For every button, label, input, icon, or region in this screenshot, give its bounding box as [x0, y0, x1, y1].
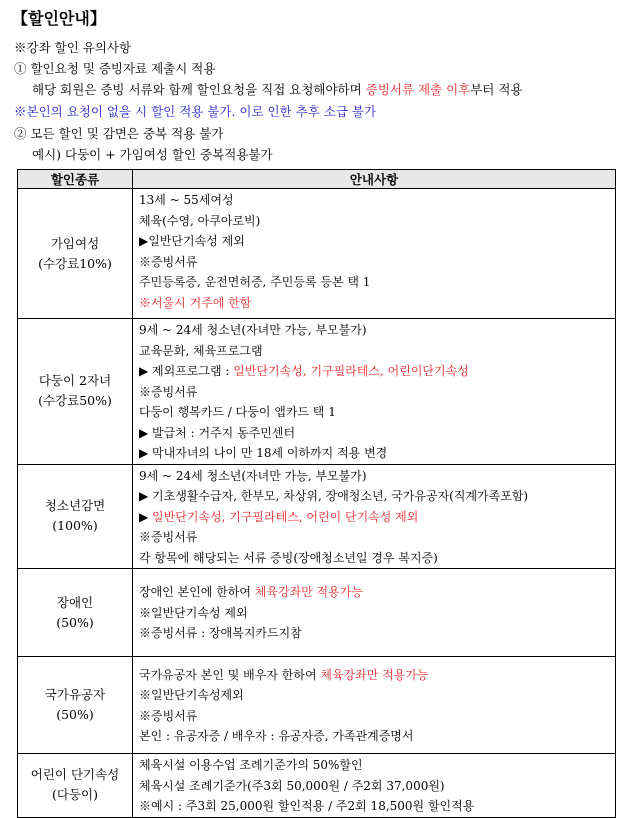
table-row: [18, 464, 616, 569]
info-line: 각 항목에 해당되는 서류 증빙(장애청소년일 경우 복지증): [139, 550, 438, 565]
info-line: ※증빙서류 : 장애복지카드지참: [139, 626, 302, 641]
info-line: [139, 665, 615, 686]
discount-name: 국가유공자: [44, 687, 106, 702]
discount-name: 가임여성: [50, 235, 100, 251]
discount-info-cell: [133, 569, 616, 657]
discount-name: 어린이 단기속성: [30, 767, 120, 783]
table-row: [18, 319, 616, 465]
discount-name: 다둥이 2자녀: [38, 373, 112, 389]
discount-rate: (50%): [56, 707, 94, 722]
info-line: 체육시설 이용수업 조례기준가의 50%할인: [139, 758, 363, 772]
discount-info-cell: [133, 657, 616, 754]
info-line-text: 장애인 본인에 한하여: [139, 585, 255, 600]
discount-type-cell: [18, 319, 133, 465]
info-line: [139, 582, 615, 603]
info-line: 9세 ~ 24세 청소년(자녀만 가능, 부모불가): [139, 468, 367, 483]
note-1-detail-tail: 부터 적용: [470, 82, 523, 97]
note-1-detail-highlight: 증빙서류 제출 이후: [365, 82, 471, 97]
page-title: 【할인안내】: [12, 9, 106, 28]
info-line: ※증빙서류: [139, 708, 198, 723]
info-line: 본인 : 유공자증 / 배우자 : 유공자증, 가족관계증명서: [139, 729, 414, 743]
discount-table: [17, 169, 616, 818]
info-line: ※증빙서류: [139, 254, 198, 269]
discount-type-cell: [18, 464, 133, 569]
discount-rate: (다둥이): [52, 787, 98, 803]
info-line: ※일반단기속성제외: [139, 688, 244, 702]
note-2: ② 모든 할인 및 감면은 중복 적용 불가: [14, 126, 224, 141]
info-line: ※일반단기속성 제외: [139, 605, 248, 620]
discount-info-cell: [133, 319, 616, 465]
discount-rate: (100%): [52, 518, 98, 534]
note-1: ① 할인요청 및 증빙자료 제출시 적용: [14, 61, 216, 76]
info-line: ※증빙서류: [139, 384, 198, 399]
discount-info-cell: [133, 464, 616, 569]
table-row: [18, 754, 616, 818]
discount-name: 청소년감면: [44, 498, 106, 514]
discount-type-cell: [18, 657, 133, 754]
discount-type-cell: [18, 189, 133, 319]
table-row: [18, 189, 616, 319]
table-header-row: [18, 170, 616, 189]
info-line-highlight: 체육강좌만 적용가능: [254, 585, 363, 600]
request-warning: ※본인의 요청이 없을 시 할인 적용 불가. 이로 인한 추후 소급 불가: [14, 104, 377, 119]
info-line: ※예시 : 주3회 25,000원 할인적용 / 주2회 18,500원 할인적용: [139, 799, 475, 813]
info-line-text: ▶: [139, 509, 153, 524]
info-line: ▶ 기초생활수급자, 한부모, 차상위, 장애청소년, 국가유공자(직계가족포함): [139, 489, 529, 503]
column-header-type: 할인종류: [18, 170, 133, 189]
discount-rate: (50%): [56, 614, 94, 630]
info-line: 다둥이 행복카드 / 다둥이 앱카드 택 1: [139, 405, 336, 419]
notes-header: ※강좌 할인 유의사항: [14, 40, 132, 55]
info-line: [139, 361, 615, 382]
info-line-highlight: 일반단기속성, 기구필라테스, 어린이 단기속성 제외: [152, 509, 419, 524]
info-line-highlight: ※서울시 거주에 한함: [139, 295, 252, 310]
info-line: ▶ 발급처 : 거주지 동주민센터: [139, 425, 296, 440]
note-2-example: 예시) 다둥이 + 가임여성 할인 중복적용불가: [32, 147, 273, 162]
info-line: 13세 ~ 55세여성: [139, 193, 234, 207]
info-line-highlight: 일반단기속성, 기구필라테스, 어린이단기속성: [233, 364, 469, 378]
note-1-detail: [32, 80, 523, 98]
info-line: 주민등록증, 운전면허증, 주민등록 등본 택 1: [139, 275, 371, 289]
info-line: 9세 ~ 24세 청소년(자녀만 가능, 부모불가): [139, 323, 367, 337]
info-line: [139, 507, 615, 528]
note-1-detail-text: 해당 회원은 증빙 서류와 함께 할인요청을 직접 요청해야하며: [32, 82, 366, 97]
discount-name: 장애인: [56, 594, 94, 610]
info-line: ▶ 막내자녀의 나이 만 18세 이하까지 적용 변경: [139, 446, 388, 460]
discount-info-cell: [133, 754, 616, 818]
info-line: ▶일반단기속성 제외: [139, 234, 245, 248]
table-row: [18, 569, 616, 657]
discount-type-cell: [18, 569, 133, 657]
table-row: [18, 657, 616, 754]
column-header-info: 안내사항: [133, 170, 616, 189]
info-line-text: 국가유공자 본인 및 배우자 한하여: [139, 667, 321, 682]
info-line: 체육(수영, 아쿠아로빅): [139, 213, 261, 228]
info-line: ※증빙서류: [139, 530, 198, 544]
info-line: 체육시설 조례기준가(주3회 50,000원 / 주2회 37,000원): [139, 778, 445, 793]
discount-type-cell: [18, 754, 133, 818]
discount-rate: (수강료50%): [38, 393, 112, 409]
discount-rate: (수강료10%): [38, 255, 112, 271]
info-line: 교육문화, 체육프로그램: [139, 343, 263, 358]
discount-info-cell: [133, 189, 616, 319]
info-line-highlight: 체육강좌만 적용가능: [320, 667, 429, 682]
info-line-text: ▶ 제외프로그램 :: [139, 364, 234, 378]
